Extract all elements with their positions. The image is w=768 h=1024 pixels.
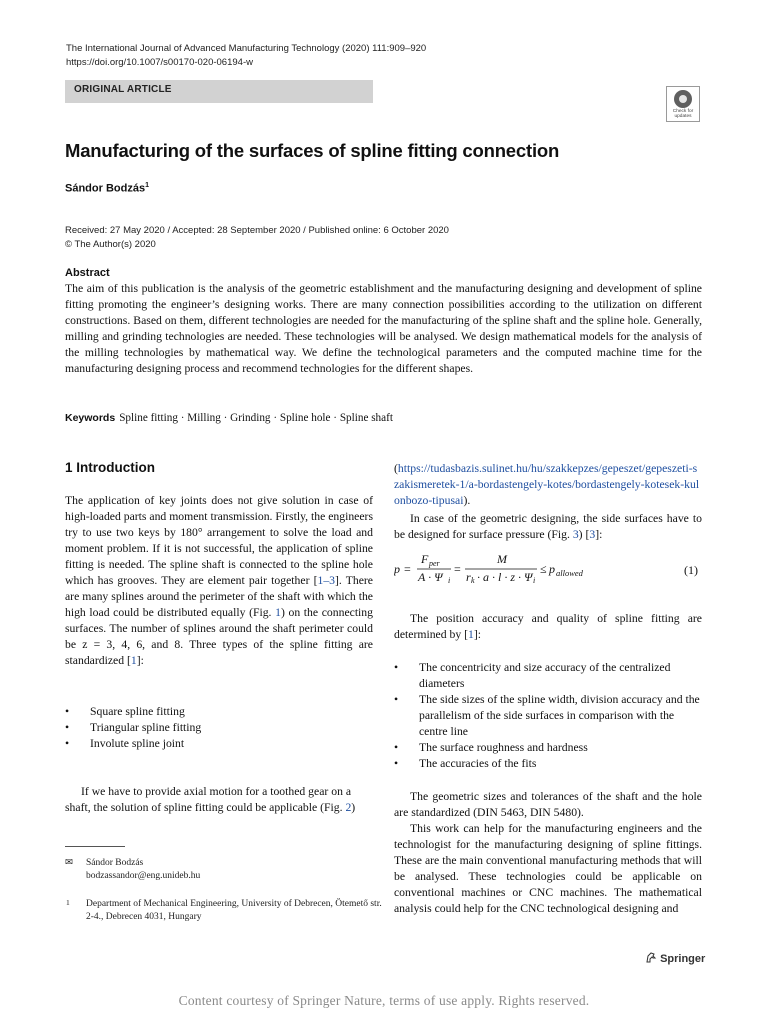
abstract-text: The aim of this publication is the analysis of the geometric establishment and the manufacturing designing and development of spline fitting promoting the engineer’s designing works. There are many connection possibilities according to the utilization on different constructions. Based on them, different technologies are needed for the manufacturing of the spline shaft and the spline hole. Generally, milling and grinding technologies are needed. These technologies will be analysed. We design mathematical models for the analysis of the milling technologies by mathematical way. We define the technological parameters and the computed machine time for the manufacturing designing process and recommend technologies for the different shapes. xyxy=(65,282,702,376)
courtesy-notice: Content courtesy of Springer Nature, terms of use apply. Rights reserved. xyxy=(178,993,590,1008)
list-item: • Square spline fitting xyxy=(65,704,373,720)
svg-text:F: F xyxy=(421,552,429,566)
work-paragraph: This work can help for the manufacturing engineers and the technologist for the manufacturing designing of spline fittings. These are the main conventional manufacturing methods that will be analysed. These technologies could be applicable on conventional machines or CNC machines. The mathematical analysis could help for the CNC technological designing and xyxy=(394,822,702,916)
publisher-logo xyxy=(645,951,705,965)
svg-text:p: p xyxy=(394,562,400,576)
publisher-name: Springer xyxy=(660,953,706,965)
list-item: • The surface roughness and hardness xyxy=(394,740,702,756)
springer-horse-icon xyxy=(645,951,657,963)
author-line xyxy=(65,182,149,195)
author-affiliation-mark: 1 xyxy=(145,182,149,189)
doi-link[interactable]: https://doi.org/10.1007/s00170-020-06194-w xyxy=(66,57,253,68)
position-accuracy-paragraph: The position accuracy and quality of spline fitting are determined by [1]: xyxy=(394,612,702,642)
article-type-banner: ORIGINAL ARTICLE xyxy=(65,80,373,103)
svg-text:≤: ≤ xyxy=(540,562,547,576)
footnote-divider xyxy=(65,846,125,847)
standards-paragraph: The geometric sizes and tolerances of the shaft and the hole are standardized (DIN 5463, DIN 5480). xyxy=(394,790,702,820)
external-url-link[interactable]: https://tudasbazis.sulinet.hu/hu/szakkepzes/gepeszet/gepeszeti-szakismeretek-1/a-bordastengely-kotes/bordastengely-kotesek-kulonbozo-tipusai xyxy=(394,462,700,508)
equation-number: (1) xyxy=(684,563,698,577)
accuracy-criteria-list xyxy=(394,660,702,772)
svg-text:r: r xyxy=(466,570,471,584)
list-item: • The concentricity and size accuracy of the centralized diameters xyxy=(394,660,702,692)
svg-text:i: i xyxy=(448,576,451,585)
list-item: • The side sizes of the spline width, division accuracy and the parallelism of the side surfaces in comparison with the centre line xyxy=(394,692,702,740)
design-paragraph: In case of the geometric designing, the side surfaces have to be designed for surface pressure (Fig. 3) [3]: xyxy=(394,512,702,542)
citation-link[interactable]: 3 xyxy=(589,528,596,542)
svg-text:k: k xyxy=(471,576,475,585)
mail-icon: ✉ xyxy=(65,858,73,868)
intro-paragraph-1: The application of key joints does not give solution in case of high-loaded parts and moment transmission. Firstly, the engineers try to use two keys by 180° arrangement to solve the load and moment problem. If it is not successful, the application of spline fitting is needed. The spline shaft is connected to the spline hole which has grooves. They are element pair together [1–3]. There are many splines around the perimeter of the shaft with which the high load could be distributed equally (Fig. 1) on the connecting surfaces. The number of splines around the shaft perimeter could be z = 3, 4, 6, and 8. Three types of the spline fitting are standardized [1]: xyxy=(65,494,373,668)
citation-link[interactable]: 1 xyxy=(468,628,474,642)
copyright-line xyxy=(65,238,449,252)
url-paragraph: (https://tudasbazis.sulinet.hu/hu/szakkepzes/gepeszet/gepeszeti-szakismeretek-1/a-bordastengely-kotes/bordastengely-kotesek-kulonbozo-tipusai). xyxy=(394,462,700,508)
svg-text:i: i xyxy=(533,576,536,585)
cc-icon: © xyxy=(65,239,72,250)
keywords-line xyxy=(65,412,393,424)
svg-text:A · Ψ: A · Ψ xyxy=(418,570,443,584)
section-heading-introduction: 1 Introduction xyxy=(65,460,155,475)
intro-paragraph-2: If we have to provide axial motion for a toothed gear on a shaft, the solution of spline fitting could be applicable (Fig. 2) xyxy=(65,785,356,815)
copyright-text: The Author(s) 2020 xyxy=(74,239,156,250)
publication-dates xyxy=(65,224,449,252)
list-item: • Triangular spline fitting xyxy=(65,720,373,736)
corresponding-author xyxy=(86,857,200,883)
abstract-heading: Abstract xyxy=(65,267,110,279)
author-name: Sándor Bodzás xyxy=(65,182,146,195)
list-item: • Involute spline joint xyxy=(65,736,373,752)
keywords-label: Keywords xyxy=(65,412,116,424)
journal-header xyxy=(66,42,426,70)
svg-text:=: = xyxy=(454,562,461,576)
keywords-text: Spline fitting · Milling · Grinding · Spline hole · Spline shaft xyxy=(119,412,393,424)
equation-graphic xyxy=(394,548,702,590)
spline-types-list xyxy=(65,704,373,752)
citation-link[interactable]: 1–3 xyxy=(317,574,336,588)
svg-text:M: M xyxy=(497,552,507,566)
check-updates-icon xyxy=(674,90,692,108)
list-item: • The accuracies of the fits xyxy=(394,756,702,772)
paper-title: Manufacturing of the surfaces of spline fitting connection xyxy=(65,140,560,161)
svg-text:allowed: allowed xyxy=(556,568,583,578)
check-updates-label: Check for updates xyxy=(672,109,694,119)
svg-text:p: p xyxy=(549,562,555,576)
corresponding-author-name: Sándor Bodzás xyxy=(86,858,144,868)
check-for-updates-badge[interactable] xyxy=(666,86,700,122)
affiliation-number: 1 xyxy=(66,898,70,907)
equation-1 xyxy=(394,548,702,590)
svg-text:=: = xyxy=(404,562,411,576)
journal-citation: The International Journal of Advanced Manufacturing Technology (2020) 111:909–920 xyxy=(66,43,427,54)
affiliation-text: Department of Mechanical Engineering, University of Debrecen, Ötemető str. 2-4., Debrecen 4031, Hungary xyxy=(86,899,382,922)
figure-link[interactable]: 1 xyxy=(275,606,281,620)
figure-link[interactable]: 2 xyxy=(345,801,352,815)
svg-text:· a · l · z · Ψ: · a · l · z · Ψ xyxy=(477,570,533,584)
received-accepted-published: Received: 27 May 2020 / Accepted: 28 September 2020 / Published online: 6 October 2020 xyxy=(65,225,449,236)
svg-text:per: per xyxy=(429,559,440,568)
corresponding-author-email[interactable]: bodzassandor@eng.unideb.hu xyxy=(86,871,201,881)
citation-link[interactable]: 1 xyxy=(130,654,137,668)
figure-link[interactable]: 3 xyxy=(572,528,579,542)
